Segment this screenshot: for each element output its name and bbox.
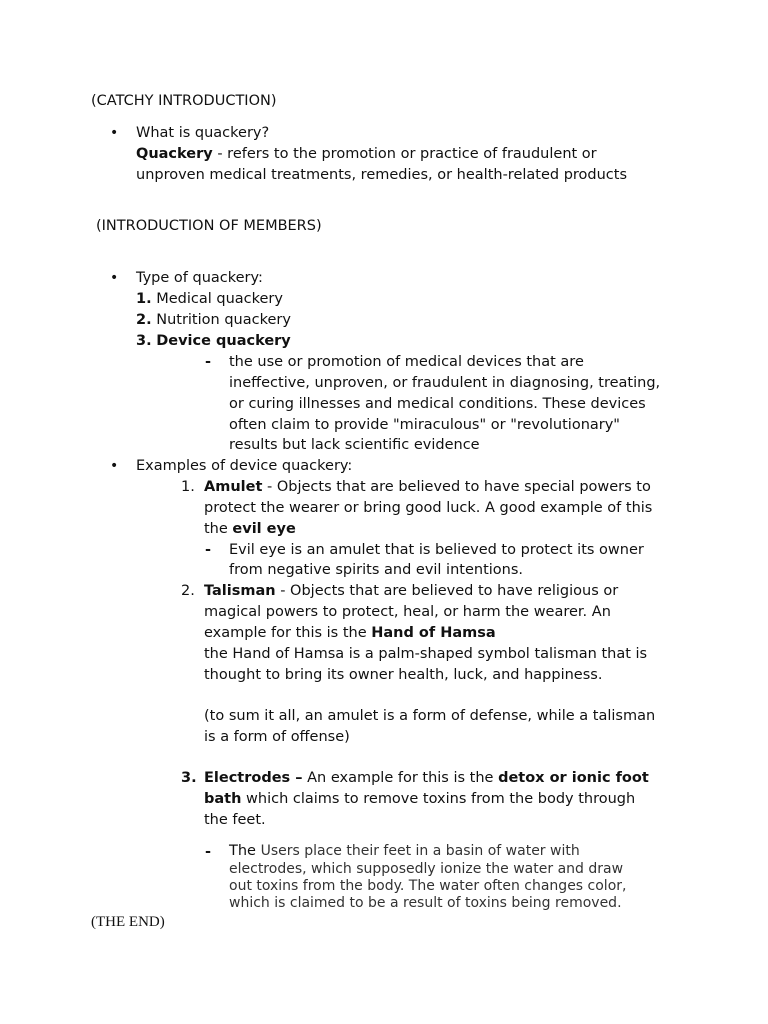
evil-eye-desc-line1: Evil eye is an amulet that is believed to protect its owner <box>229 542 644 558</box>
types-label: Type of quackery: <box>136 270 263 286</box>
quackery-definition-line2: unproven medical treatments, remedies, or health-related products <box>136 167 628 183</box>
electrodes-line3: the feet. <box>204 812 266 828</box>
bullet-icon: • <box>110 270 119 286</box>
electrodes-term: Electrodes – <box>204 770 303 786</box>
foot-bath-desc-line3: out toxins from the body. The water often changes color, <box>229 878 627 894</box>
amulet-line2: protect the wearer or bring good luck. A good example of this <box>204 500 653 516</box>
dash-icon: - <box>205 354 212 370</box>
quackery-term: Quackery <box>136 146 213 162</box>
amulet-number: 1. <box>181 479 195 495</box>
device-desc-line: often claim to provide "miraculous" or "revolutionary" <box>229 417 620 433</box>
foot-bath-desc-line2: electrodes, which supposedly ionize the water and draw <box>229 861 624 877</box>
bullet-icon: • <box>110 125 119 141</box>
quackery-definition-line1: Quackery - refers to the promotion or practice of fraudulent or <box>136 146 597 162</box>
electrodes-number: 3. <box>181 770 197 786</box>
question-what-is-quackery: What is quackery? <box>136 125 270 141</box>
device-desc-line: ineffective, unproven, or fraudulent in diagnosing, treating, <box>229 375 661 391</box>
amulet-line3: the evil eye <box>204 521 296 537</box>
summary-line2: is a form of offense) <box>204 729 350 745</box>
talisman-number: 2. <box>181 583 195 599</box>
device-desc-line: results but lack scientific evidence <box>229 437 480 453</box>
dash-icon: - <box>205 844 212 860</box>
foot-bath-desc-line4: which is claimed to be a result of toxins being removed. <box>229 895 622 911</box>
bullet-icon: • <box>110 458 119 474</box>
talisman-line1: Talisman - Objects that are believed to have religious or <box>204 583 619 599</box>
dash-icon: - <box>205 542 212 558</box>
talisman-line5: thought to bring its owner health, luck, and happiness. <box>204 667 603 683</box>
type-item-2: 2. Nutrition quackery <box>136 312 291 328</box>
evil-eye-term: evil eye <box>232 521 296 537</box>
device-desc-line: or curing illnesses and medical conditions. These devices <box>229 396 646 412</box>
hand-of-hamsa-term: Hand of Hamsa <box>371 625 496 641</box>
examples-label: Examples of device quackery: <box>136 458 353 474</box>
amulet-line1: Amulet - Objects that are believed to have special powers to <box>204 479 651 495</box>
evil-eye-desc-line2: from negative spirits and evil intentions. <box>229 562 524 578</box>
heading-catchy-introduction: (CATCHY INTRODUCTION) <box>91 93 277 109</box>
type-item-1: 1. Medical quackery <box>136 291 283 307</box>
device-desc-line: the use or promotion of medical devices that are <box>229 354 584 370</box>
electrodes-line2: bath which claims to remove toxins from the body through <box>204 791 636 807</box>
heading-the-end: (THE END) <box>91 914 165 930</box>
summary-line1: (to sum it all, an amulet is a form of defense, while a talisman <box>204 708 656 724</box>
amulet-term: Amulet <box>204 479 263 495</box>
type-item-3: 3. Device quackery <box>136 333 291 349</box>
talisman-line3: example for this is the Hand of Hamsa <box>204 625 496 641</box>
talisman-line4: the Hand of Hamsa is a palm-shaped symbol talisman that is <box>204 646 648 662</box>
heading-introduction-of-members: (INTRODUCTION OF MEMBERS) <box>96 218 322 234</box>
talisman-term: Talisman <box>204 583 276 599</box>
foot-bath-desc-line1: The Users place their feet in a basin of water with <box>229 843 580 859</box>
talisman-line2: magical powers to protect, heal, or harm the wearer. An <box>204 604 611 620</box>
electrodes-line1: Electrodes – An example for this is the detox or ionic foot <box>204 770 649 786</box>
